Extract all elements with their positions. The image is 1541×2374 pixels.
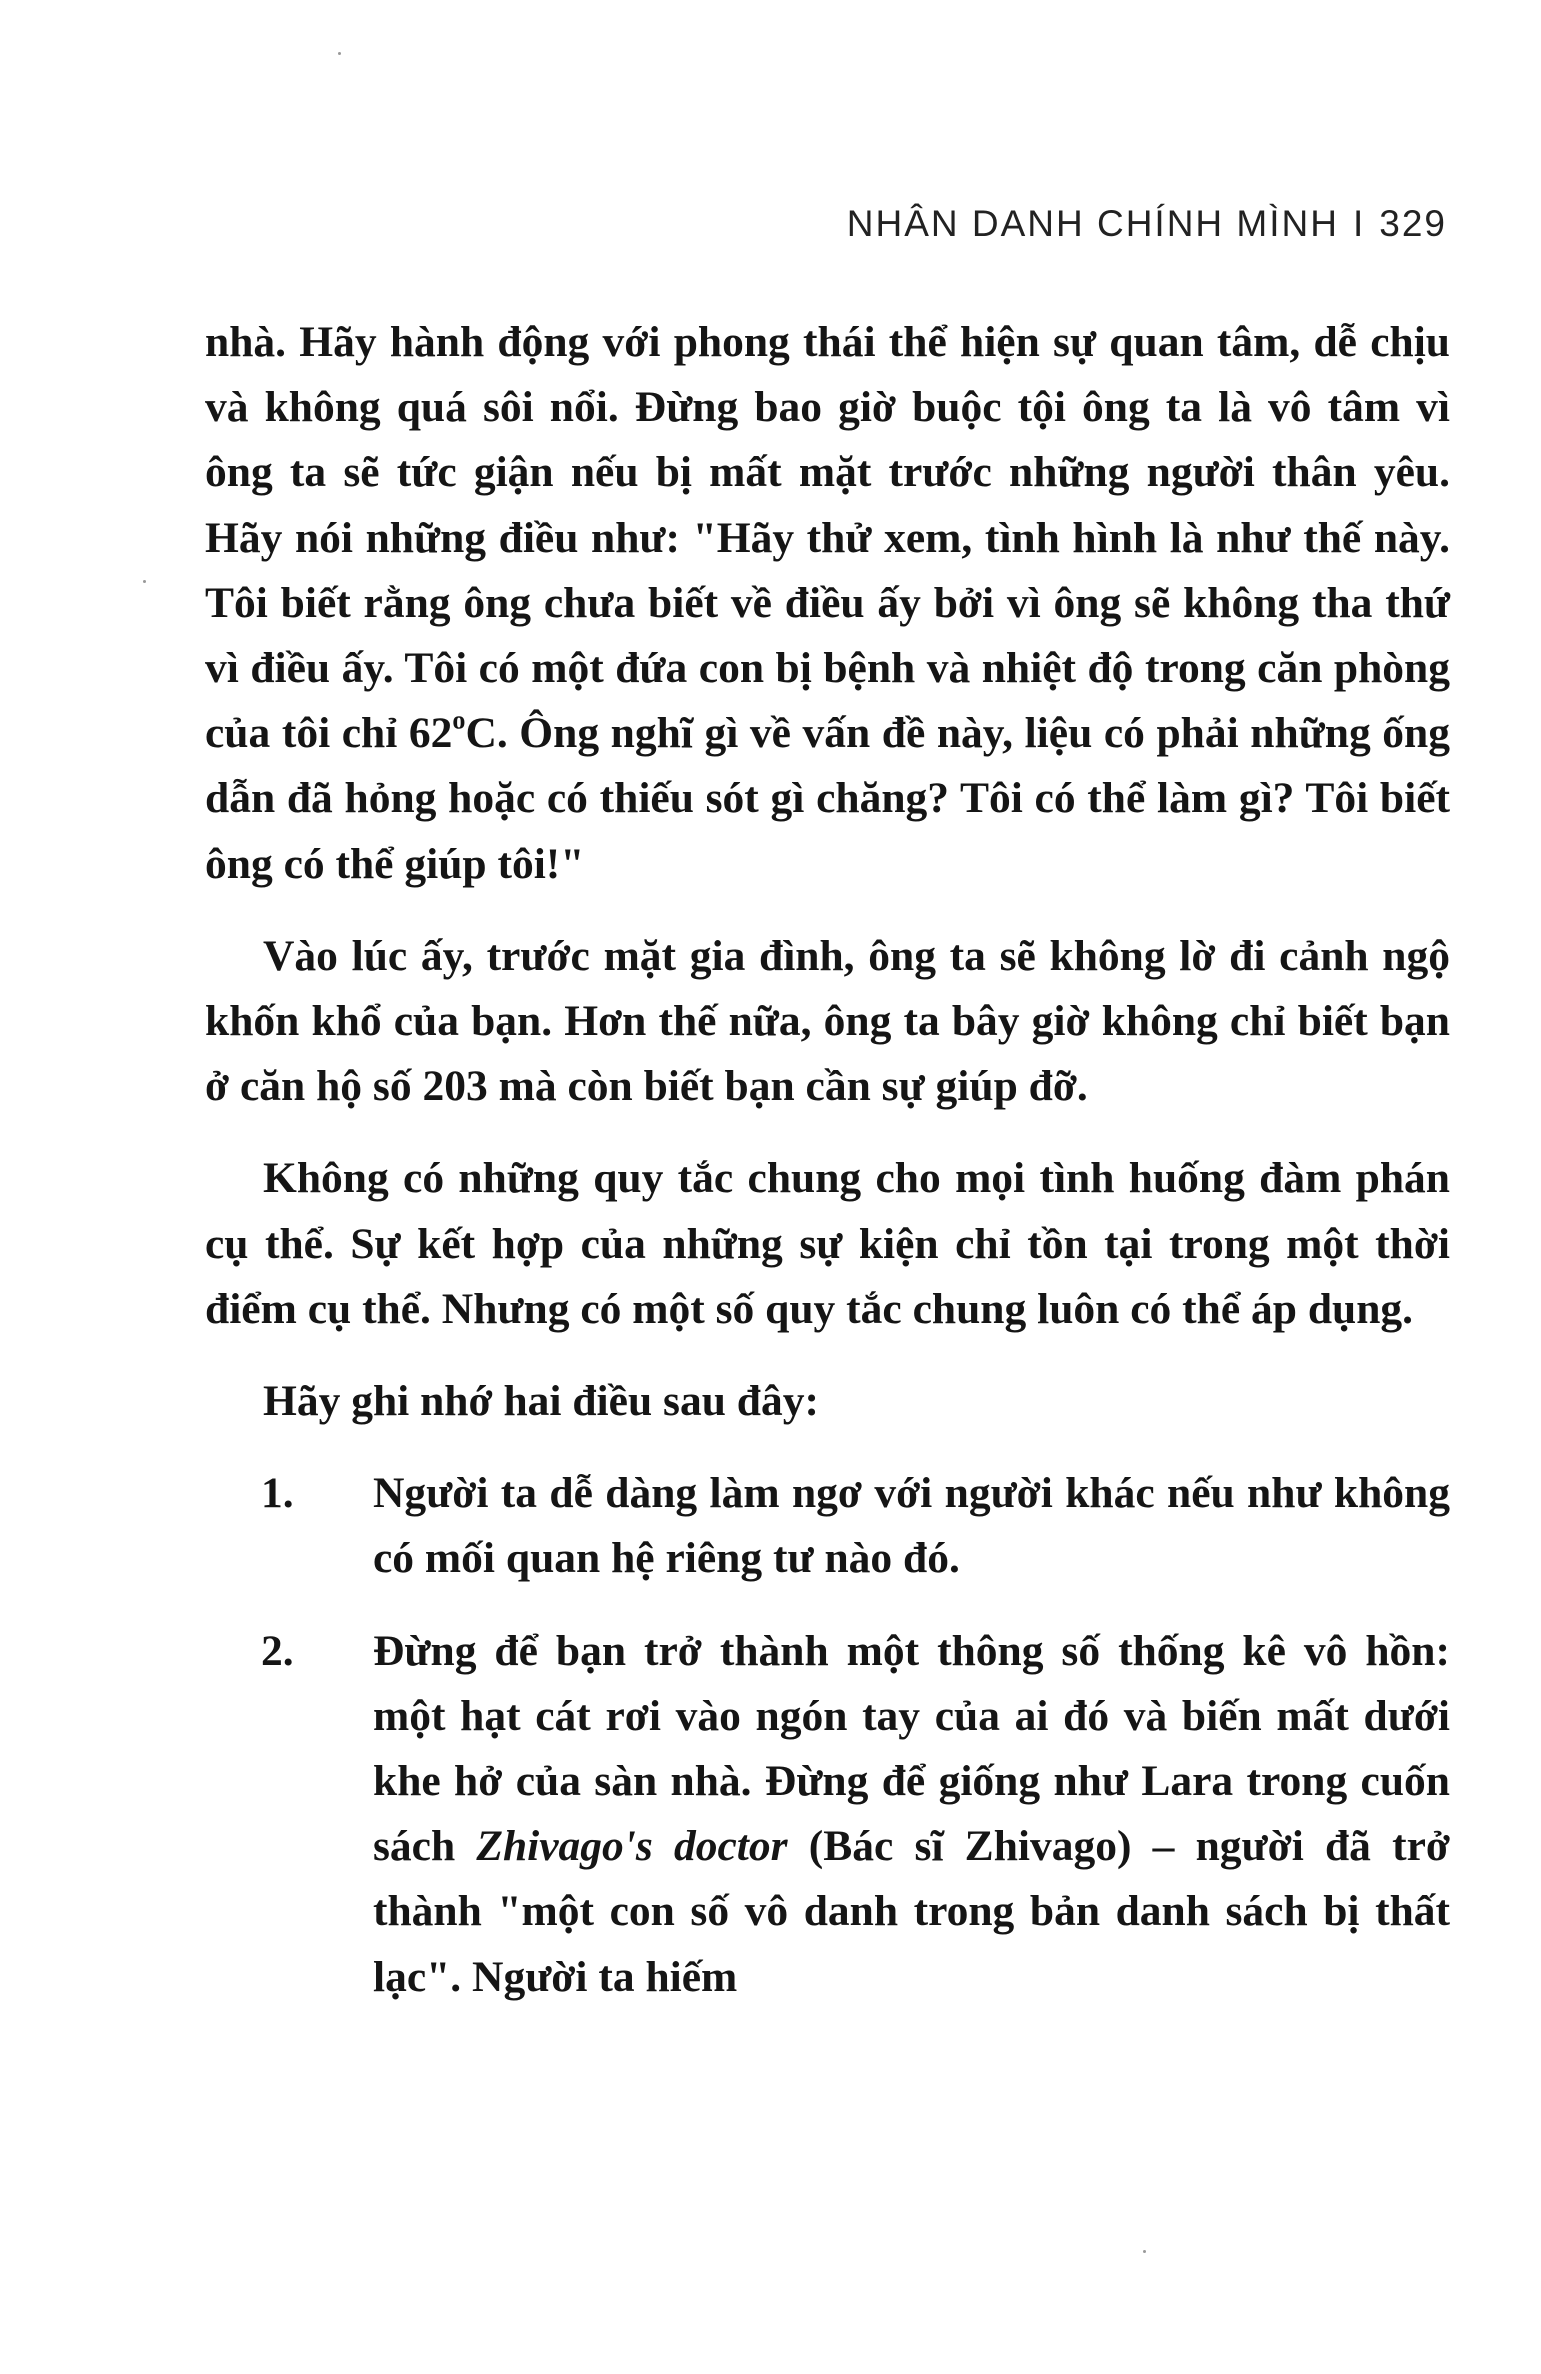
paragraph-1-text: nhà. Hãy hành động với phong thái thể hiện sự quan tâm, dễ chịu và không quá sôi nổi. Đừng bao giờ buộc tội ông ta là vô tâm vì ông ta sẽ tức giận nếu bị mất mặt trước những người thân yêu. Hãy nói những điều như: "Hãy thử xem, tình hình là như thế này. Tôi biết rằng ông chưa biết về điều ấy bởi vì ông sẽ không tha thứ vì điều ấy. Tôi có một đứa con bị bệnh và nhiệt độ trong căn phòng của tôi chỉ 62 (205, 318, 1450, 758)
page-number: 329 (1379, 203, 1447, 244)
list-item-text: Người ta dễ dàng làm ngơ với người khác nếu như không có mối quan hệ riêng tư nào đó. (373, 1469, 1450, 1583)
page-body (205, 310, 1450, 2010)
degree-superscript: o (452, 705, 466, 735)
paragraph-4: Hãy ghi nhớ hai điều sau đây: (263, 1377, 819, 1426)
list-item-number: 1. (261, 1469, 294, 1518)
running-header (200, 203, 1447, 245)
paragraph-1-text-continued: C. Ông nghĩ gì về vấn đề này, liệu có phải những ống dẫn đã hỏng hoặc có thiếu sót gì chăng? Tôi có thể làm gì? Tôi biết ông có thể giúp tôi!" (205, 709, 1450, 888)
scan-speck (143, 580, 146, 583)
book-title-italic: Zhivago's doctor (476, 1822, 788, 1871)
scan-speck (1143, 2250, 1146, 2253)
scan-speck (338, 52, 341, 55)
list-item (261, 1461, 1450, 1591)
paragraph-2: Vào lúc ấy, trước mặt gia đình, ông ta sẽ không lờ đi cảnh ngộ khốn khổ của bạn. Hơn thế nữa, ông ta bây giờ không chỉ biết bạn ở căn hộ số 203 mà còn biết bạn cần sự giúp đỡ. (205, 931, 1450, 1111)
list-item-text: Đừng để bạn trở thành một thông số thống kê vô hồn: một hạt cát rơi vào ngón tay của ai đó và biến mất dưới khe hở của sàn nhà. Đừng để giống như Lara trong cuốn sách (373, 1626, 1450, 1871)
list-item-text-continued: (Bác sĩ Zhivago) – người đã trở thành "một con số vô danh trong bản danh sách bị thất lạc". Người ta hiếm (373, 1822, 1450, 2001)
numbered-list (205, 1461, 1450, 2010)
header-separator: I (1352, 203, 1366, 244)
list-item-number: 2. (261, 1626, 294, 1675)
paragraph-1 (205, 310, 1450, 897)
paragraph-3: Không có những quy tắc chung cho mọi tình huống đàm phán cụ thể. Sự kết hợp của những sự kiện chỉ tồn tại trong một thời điểm cụ thể. Nhưng có một số quy tắc chung luôn có thể áp dụng. (205, 1154, 1450, 1333)
running-title: NHÂN DANH CHÍNH MÌNH (846, 203, 1339, 244)
list-item (261, 1619, 1450, 2010)
